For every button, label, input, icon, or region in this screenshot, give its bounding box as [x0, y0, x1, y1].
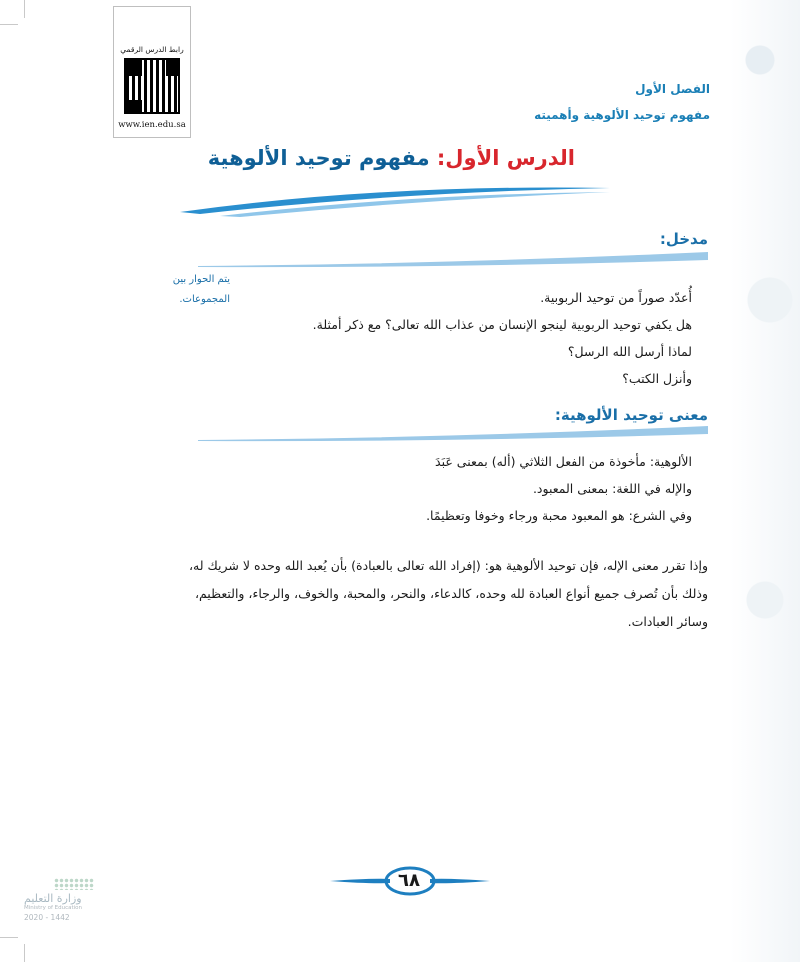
intro-question: هل يكفي توحيد الربوبية لينجو الإنسان من عذاب الله تعالى؟ مع ذكر أمثلة.: [312, 317, 692, 332]
qr-code-icon[interactable]: [124, 58, 180, 114]
intro-question: لماذا أرسل الله الرسل؟: [567, 344, 692, 359]
meaning-heading: معنى توحيد الألوهية:: [554, 406, 708, 424]
ministry-dots-icon: [54, 878, 94, 890]
qr-url: www.ien.edu.sa: [118, 120, 186, 130]
intro-heading-bar: [198, 250, 708, 268]
definition-line: وفي الشرع: هو المعبود محبة ورجاء وخوفا وتعظيمًا.: [426, 508, 692, 523]
page-ornament: [730, 0, 800, 962]
paragraph-line: وإذا تقرر معنى الإله، فإن توحيد الألوهية هو: (إفراد الله تعالى بالعبادة) بأن يُعبد الله وحده لا شريك له،: [188, 558, 708, 573]
ministry-en: Ministry of Education: [24, 905, 83, 911]
lesson-name: مفهوم توحيد الألوهية: [207, 146, 430, 170]
side-note-line: يتم الحوار بين: [172, 274, 230, 285]
crop-mark: [0, 24, 18, 25]
lesson-prefix: الدرس الأول:: [436, 146, 575, 170]
qr-box[interactable]: [113, 6, 191, 138]
crop-mark: [24, 944, 25, 962]
intro-heading: مدخل:: [659, 230, 708, 248]
lesson-title: [208, 146, 575, 170]
ministry-name: وزارة التعليم: [24, 892, 82, 905]
crop-mark: [24, 0, 25, 18]
chapter-title: الفصل الأول: [635, 82, 710, 96]
chapter-subtitle: مفهوم توحيد الألوهية وأهميته: [534, 108, 710, 122]
definition-line: الألوهية: مأخوذة من الفعل الثلاثي (أله) بمعنى عَبَدَ: [435, 454, 692, 469]
meaning-heading-bar: [198, 424, 708, 442]
page-number: ٦٨: [398, 870, 420, 891]
intro-question: وأنزل الكتب؟: [622, 371, 692, 386]
side-note: [130, 270, 230, 310]
crop-mark: [0, 937, 18, 938]
qr-caption: رابط الدرس الرقمي: [120, 45, 184, 54]
ministry-logo: [24, 878, 94, 922]
intro-question: أُعدّد صوراً من توحيد الربوبية.: [540, 290, 692, 305]
ministry-year: 2020 - 1442: [24, 913, 70, 922]
side-note-line: المجموعات.: [179, 294, 230, 305]
paragraph-line: وذلك بأن تُصرف جميع أنواع العبادة لله وحده، كالدعاء، والنحر، والمحبة، والخوف، والرجاء، والتعظيم،: [194, 586, 708, 601]
paragraph-line: وسائر العبادات.: [627, 614, 708, 629]
title-swoosh: [180, 182, 610, 218]
definition-line: والإله في اللغة: بمعنى المعبود.: [532, 481, 692, 496]
